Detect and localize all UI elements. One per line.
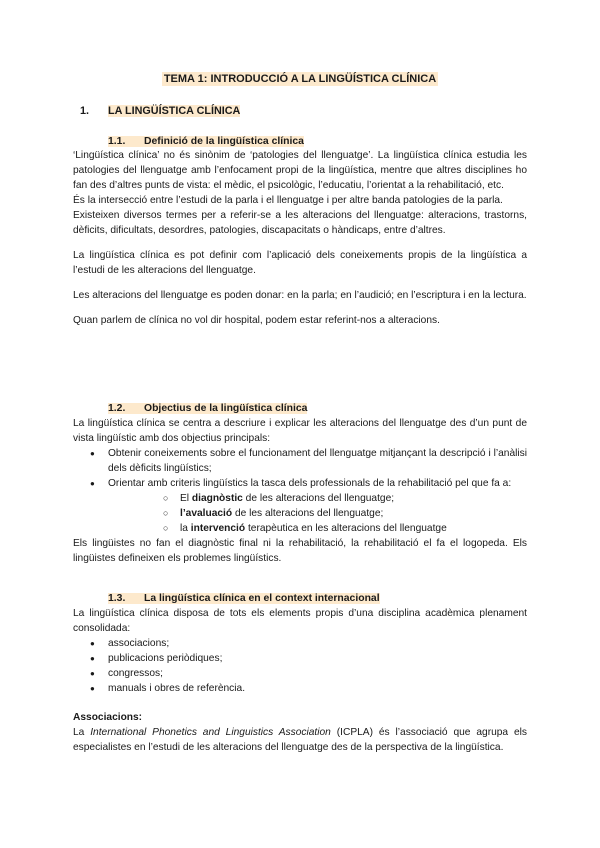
- list-item: ○ la intervenció terapèutica en les alteracions del llenguatge: [108, 521, 527, 536]
- paragraph: Quan parlem de clínica no vol dir hospital, podem estar referint-nos a alteracions.: [73, 315, 440, 326]
- section-1-1-body: [73, 148, 527, 328]
- paragraph: Els lingüistes no fan el diagnòstic final ni la rehabilitació, la rehabilitació el fa el logopeda. Els lingüistes defineixen els problemes lingüístics.: [73, 538, 527, 564]
- associations-heading: Associacions:: [73, 712, 143, 723]
- objectives-list: [73, 446, 527, 536]
- paragraph: Les alteracions del llenguatge es poden donar: en la parla; en l’audició; en l’escriptura i en la lectura.: [73, 290, 527, 301]
- section-number: 1.: [80, 105, 90, 117]
- list-item: ● publicacions periòdiques;: [73, 651, 527, 666]
- list-item: ○ El diagnòstic de les alteracions del llenguatge;: [108, 491, 527, 506]
- subsection-heading-1-3: [108, 591, 380, 606]
- associations-block: [73, 710, 527, 755]
- document-title: TEMA 1: INTRODUCCIÓ A LA LINGÜÍSTICA CLÍNICA: [163, 73, 437, 85]
- subsection-label: Objectius de la lingüística clínica: [144, 403, 308, 414]
- list-item: ○ l’avaluació de les alteracions del llenguatge;: [108, 506, 527, 521]
- paragraph: La lingüística clínica disposa de tots els elements propis d’una disciplina acadèmica plenament consolidada:: [73, 608, 527, 634]
- list-item: ● Obtenir coneixements sobre el funcionament del llenguatge mitjançant la descripció i l’anàlisi dels dèficits lingüístics;: [73, 446, 527, 476]
- subsection-number: 1.2.: [108, 403, 126, 414]
- sub-list: [108, 491, 527, 536]
- section-1-2-body: [73, 416, 527, 566]
- subsection-label: La lingüística clínica en el context internacional: [144, 593, 380, 604]
- paragraph: És la intersecció entre l’estudi de la parla i el llenguatge i per altre banda patologies de la parla.: [73, 195, 503, 206]
- list-item: ● manuals i obres de referència.: [73, 681, 527, 696]
- paragraph: La International Phonetics and Linguistics Association (ICPLA) és l’associació que agrupa els especialistes en l’estudi de les alteracions del llenguatge des de la perspectiva de la lingüística.: [73, 727, 527, 753]
- list-item: ● Orientar amb criteris lingüístics la tasca dels professionals de la rehabilitació pel que fa a: ○ El diagnòstic de les alteracions del llenguatge; ○ l’avaluació de les alteracions del llenguatge; ○ la intervenció terapèutica en les alteracions del llenguatge: [73, 476, 527, 536]
- subsection-label: Definició de la lingüística clínica: [144, 136, 304, 147]
- subsection-number: 1.3.: [108, 593, 126, 604]
- elements-list: [73, 636, 527, 696]
- paragraph: Existeixen diversos termes per a referir-se a les alteracions del llenguatge: alteracions, trastorns, dèficits, dificultats, desordres, patologies, discapacitats o hàndicaps, entre d’altres.: [73, 210, 527, 236]
- section-heading-1: [80, 104, 240, 119]
- subsection-heading-1-2: [108, 401, 307, 416]
- paragraph: ‘Lingüística clínica’ no és sinònim de ‘patologies del llenguatge’. La lingüística clínica estudia les patologies del llenguatge amb l’enfocament propi de la lingüística, mentre que altres disciplines ho fan des d’altres punts de vista: el mèdic, el psicològic, l’educatiu, l’orientat a la rehabilitació, etc.: [73, 150, 527, 191]
- paragraph: La lingüística clínica es pot definir com l’aplicació dels coneixements propis de la lingüística a l’estudi de les alteracions del llenguatge.: [73, 250, 527, 276]
- paragraph: La lingüística clínica se centra a descriure i explicar les alteracions del llenguatge des d’un punt de vista lingüístic amb dos objectius principals:: [73, 418, 527, 444]
- list-item: ● congressos;: [73, 666, 527, 681]
- subsection-heading-1-1: [108, 134, 304, 149]
- subsection-number: 1.1.: [108, 136, 126, 147]
- list-item: ● associacions;: [73, 636, 527, 651]
- section-label: LA LINGÜÍSTICA CLÍNICA: [108, 105, 241, 117]
- section-1-3-body: [73, 606, 527, 696]
